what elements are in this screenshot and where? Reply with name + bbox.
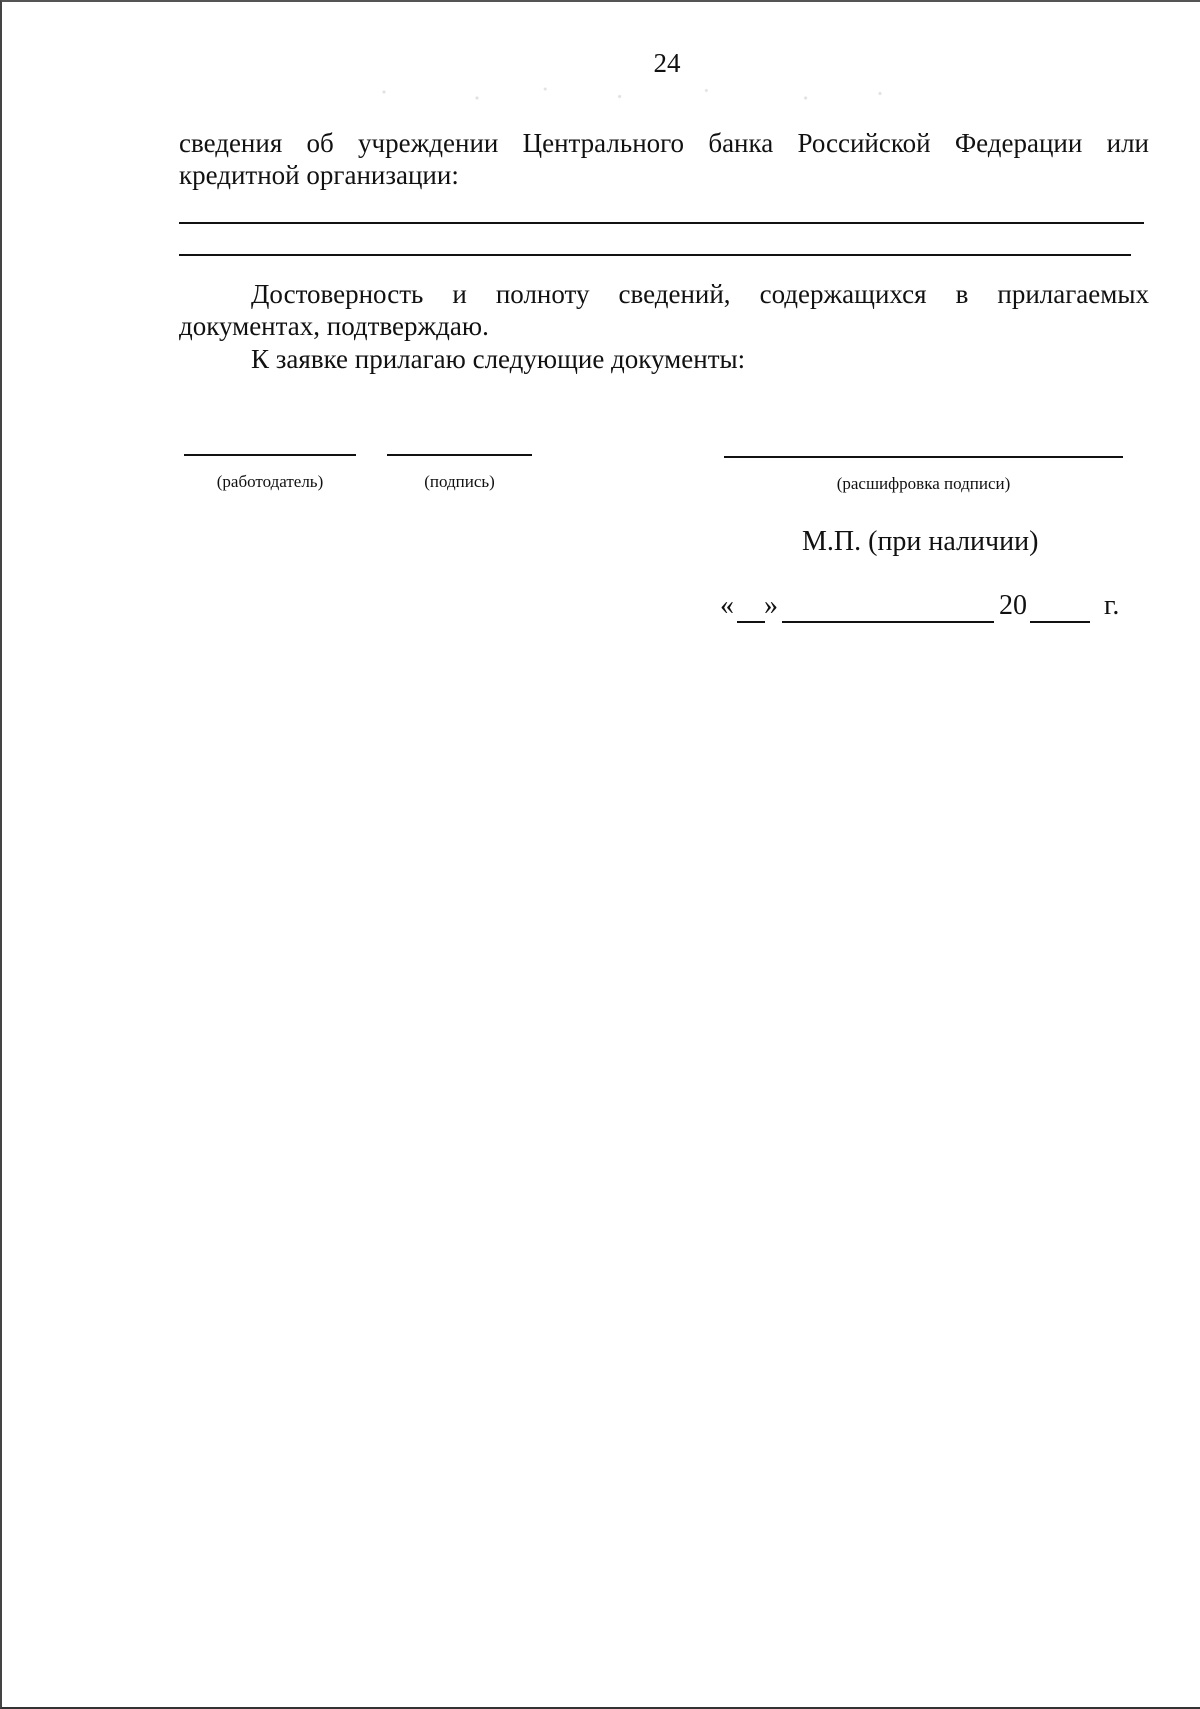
date-year-prefix: 20	[999, 590, 1027, 621]
signature-decoding-caption: (расшифровка подписи)	[836, 474, 1011, 493]
attachments-paragraph: К заявке прилагаю следующие документы:	[251, 344, 746, 374]
confirmation-paragraph: Достоверность и полноту сведений, содержащихся в прилагаемых документах, подтверждаю.	[179, 279, 1149, 341]
date-close-quote: »	[764, 590, 778, 621]
signature-line	[387, 454, 532, 456]
signature-caption: (подпись)	[424, 472, 495, 491]
bank-details-line-1	[179, 222, 1144, 224]
bank-details-paragraph: сведения об учреждении Центрального банка Российской Федерации или кредитной организации:	[179, 128, 1149, 190]
date-open-quote: «	[720, 590, 734, 621]
date-day-blank	[737, 621, 765, 623]
stamp-place: М.П. (при наличии)	[802, 526, 1039, 557]
employer-caption: (работодатель)	[216, 472, 324, 491]
scan-noise	[322, 80, 942, 110]
employer-line	[184, 454, 356, 456]
signature-decoding-line	[724, 456, 1123, 458]
bank-details-line-2	[179, 254, 1131, 256]
date-year-suffix: г.	[1104, 590, 1120, 621]
date-line	[720, 590, 1126, 626]
date-month-blank	[782, 621, 994, 623]
date-year-blank	[1030, 621, 1090, 623]
page-number: 24	[653, 48, 681, 78]
